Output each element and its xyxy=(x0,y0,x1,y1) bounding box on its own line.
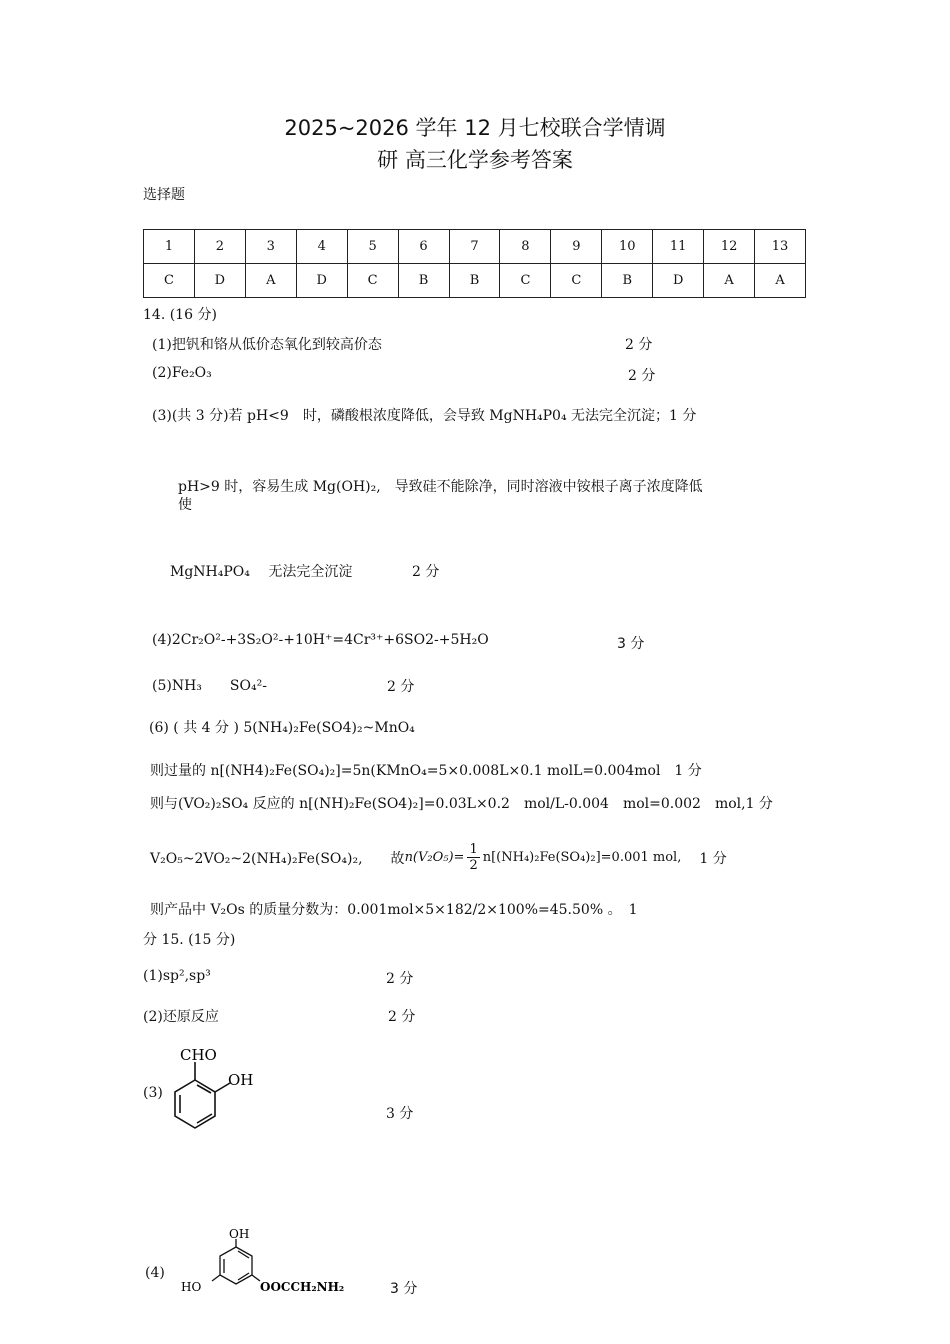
ho-left-label: HO xyxy=(181,1280,202,1294)
q14-part6-line3-score: 1 分 xyxy=(699,850,727,867)
table-cell: A xyxy=(755,264,806,298)
page-title-line2: 研 高三化学参考答案 xyxy=(377,148,573,172)
q15-part1-text: (1)sp²,sp³ xyxy=(143,968,211,984)
q14-part2-text: (2)Fe₂O₃ xyxy=(152,365,212,381)
fraction xyxy=(467,842,479,873)
q14-part1-score: 2 分 xyxy=(625,337,653,353)
table-cell: 13 xyxy=(755,230,806,264)
table-cell: 5 xyxy=(347,230,398,264)
table-cell: B xyxy=(398,264,449,298)
q14-part3-line2-cont: 使 xyxy=(178,497,192,513)
table-cell: C xyxy=(500,264,551,298)
table-cell: C xyxy=(551,264,602,298)
q15-part2-score: 2 分 xyxy=(388,1009,416,1025)
q14-part4-score: 3 分 xyxy=(617,636,645,652)
resorcinol-ester-structure xyxy=(176,1225,376,1305)
q15-part3-label: (3) xyxy=(143,1085,163,1101)
table-cell: 6 xyxy=(398,230,449,264)
oh-group-label: OH xyxy=(228,1071,254,1089)
q14-part3-line3: MgNH₄PO₄ 无法完全沉淀 xyxy=(170,564,353,580)
table-cell: 11 xyxy=(653,230,704,264)
table-cell: 2 xyxy=(194,230,245,264)
q14-part5-score: 2 分 xyxy=(387,679,415,695)
ester-group-label: OOCCH₂NH₂ xyxy=(260,1280,345,1294)
table-cell: D xyxy=(653,264,704,298)
q14-part6-line3-left: V₂O₅~2VO₂~2(NH₄)₂Fe(SO₄)₂, 故 xyxy=(150,850,405,867)
table-cell: 3 xyxy=(245,230,296,264)
fraction-numerator: 1 xyxy=(469,842,478,857)
choice-answer-table xyxy=(143,229,806,298)
q14-part6-line3-right: n[(NH₄)₂Fe(SO₄)₂]=0.001 mol, xyxy=(482,850,682,865)
table-cell: 4 xyxy=(296,230,347,264)
q14-part1-text: (1)把钒和铬从低价态氧化到较高价态 xyxy=(152,337,382,353)
benzene-ring xyxy=(175,1080,215,1128)
q15-part3-score: 3 分 xyxy=(386,1106,414,1122)
table-cell: D xyxy=(296,264,347,298)
oh-top-label: OH xyxy=(229,1227,250,1241)
table-cell: B xyxy=(602,264,653,298)
table-cell: 1 xyxy=(144,230,195,264)
table-cell: C xyxy=(144,264,195,298)
q15-part2-text: (2)还原反应 xyxy=(143,1009,219,1025)
q14-part6-line3-n: n(V₂O₅)= xyxy=(404,850,465,865)
table-cell: D xyxy=(194,264,245,298)
table-row-numbers xyxy=(144,230,806,264)
q14-part3-line1: (3)(共 3 分)若 pH<9 时，磷酸根浓度降低，会导致 MgNH₄P0₄ 无法完全沉淀；1 分 xyxy=(152,408,697,424)
salicylaldehyde-structure xyxy=(158,1040,268,1140)
cho-group-label: CHO xyxy=(180,1046,217,1064)
q14-part3-line3-score: 2 分 xyxy=(412,564,440,580)
table-row-answers xyxy=(144,264,806,298)
q14-part6-line4: 则产品中 V₂Os 的质量分数为：0.001mol×5×182/2×100%=45.50% 。 1 xyxy=(150,902,638,918)
q15-part4-score: 3 分 xyxy=(390,1281,418,1297)
table-cell: 12 xyxy=(704,230,755,264)
table-cell: 9 xyxy=(551,230,602,264)
section-choice-heading: 选择题 xyxy=(143,187,185,203)
q14-part5-text: (5)NH₃ SO₄²- xyxy=(152,678,267,694)
q14-part4-equation: (4)2Cr₂O²-+3S₂O²-+10H⁺=4Cr³⁺+6SO2-+5H₂O xyxy=(152,632,489,648)
q14-part6-line2: 则与(VO₂)₂SO₄ 反应的 n[(NH)₂Fe(SO4)₂]=0.03L×0.2 mol/L-0.004 mol=0.002 mol,1 分 xyxy=(150,796,773,812)
table-cell: 7 xyxy=(449,230,500,264)
table-cell: C xyxy=(347,264,398,298)
q15-part1-score: 2 分 xyxy=(386,971,414,987)
q15-part4-label: (4) xyxy=(145,1265,165,1281)
table-cell: A xyxy=(704,264,755,298)
table-cell: 8 xyxy=(500,230,551,264)
q14-part3-line2: pH>9 时，容易生成 Mg(OH)₂, 导致硅不能除净，同时溶液中铵根子离子浓度降低 xyxy=(178,479,703,495)
q14-part6-line1: 则过量的 n[(NH4)₂Fe(SO₄)₂]=5n(KMnO₄=5×0.008L×0.1 molL=0.004mol 1 分 xyxy=(150,763,702,779)
table-cell: A xyxy=(245,264,296,298)
page-title-line1: 2025~2026 学年 12 月七校联合学情调 xyxy=(284,116,666,140)
q15-header-line: 分 15. (15 分) xyxy=(143,932,236,948)
q14-part6-header: (6) ( 共 4 分 ) 5(NH₄)₂Fe(SO4)₂~MnO₄ xyxy=(149,720,415,736)
table-cell: B xyxy=(449,264,500,298)
q14-part6-line3 xyxy=(150,842,727,873)
q14-header: 14. (16 分) xyxy=(143,307,217,323)
benzene-ring xyxy=(220,1247,252,1284)
q14-part2-score: 2 分 xyxy=(628,368,656,384)
fraction-denominator: 2 xyxy=(469,858,478,873)
table-cell: 10 xyxy=(602,230,653,264)
